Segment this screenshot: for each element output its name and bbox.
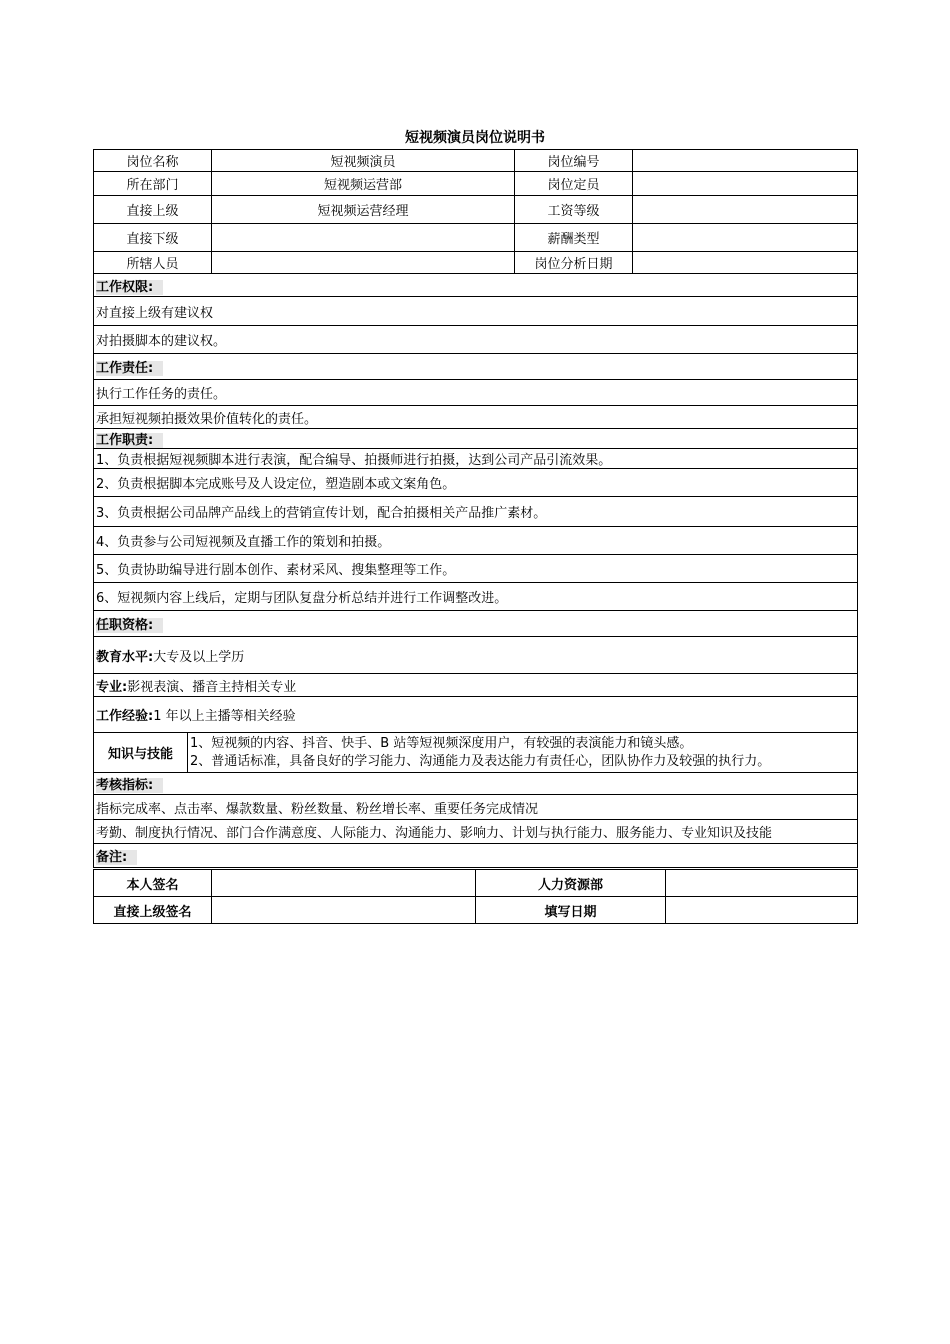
assessment-item: 指标完成率、点击率、爆款数量、粉丝数量、粉丝增长率、重要任务完成情况 xyxy=(94,795,858,820)
responsibility-item: 承担短视频拍摄效果价值转化的责任。 xyxy=(94,406,858,429)
self-sign-field[interactable] xyxy=(212,870,476,897)
fill-date-field[interactable] xyxy=(666,897,858,924)
value-position-code[interactable] xyxy=(633,150,858,172)
major-row xyxy=(94,674,858,697)
duty-item: 3、负责根据公司品牌产品线上的营销宣传计划，配合拍摄相关产品推广素材。 xyxy=(94,497,858,527)
value-salary-grade[interactable] xyxy=(633,196,858,224)
responsibility-item: 执行工作任务的责任。 xyxy=(94,380,858,406)
education-label: 教育水平: xyxy=(96,649,154,665)
basic-info-row xyxy=(94,224,858,252)
basic-info-row xyxy=(94,172,858,196)
authority-item: 对直接上级有建议权 xyxy=(94,297,858,326)
skills-content xyxy=(188,733,858,773)
self-sign-label: 本人签名 xyxy=(94,870,212,897)
value-pay-type[interactable] xyxy=(633,224,858,252)
value-subordinate[interactable] xyxy=(212,224,515,252)
major-label: 专业: xyxy=(96,679,128,695)
value-department[interactable]: 短视频运营部 xyxy=(212,172,515,196)
skills-row xyxy=(94,733,858,773)
assessment-item: 考勤、制度执行情况、部门合作满意度、人际能力、沟通能力、影响力、计划与执行能力、服务能力、专业知识及技能 xyxy=(94,820,858,844)
signature-row xyxy=(94,897,858,924)
value-staff[interactable] xyxy=(212,252,515,274)
skill-item: 2、普通话标准，具备良好的学习能力、沟通能力及表达能力有责任心，团队协作力及较强的执行力。 xyxy=(190,753,771,769)
label-headcount: 岗位定员 xyxy=(515,172,633,196)
section-header-remarks: 备注: xyxy=(94,844,858,868)
signature-table xyxy=(93,869,858,924)
hr-dept-label: 人力资源部 xyxy=(476,870,666,897)
label-position-name: 岗位名称 xyxy=(94,150,212,172)
basic-info-row xyxy=(94,150,858,172)
skill-item: 1、短视频的内容、抖音、快手、B 站等短视频深度用户，有较强的表演能力和镜头感。 xyxy=(190,735,693,751)
section-header-qualifications: 任职资格: xyxy=(94,611,858,637)
section-header-assessment: 考核指标: xyxy=(94,773,858,795)
job-description-table xyxy=(93,273,858,868)
signature-row xyxy=(94,870,858,897)
label-position-code: 岗位编号 xyxy=(515,150,633,172)
education-value: 大专及以上学历 xyxy=(153,649,245,665)
label-staff: 所辖人员 xyxy=(94,252,212,274)
basic-info-table xyxy=(93,149,858,274)
experience-value: 1 年以上主播等相关经验 xyxy=(153,709,296,724)
supervisor-sign-field[interactable] xyxy=(212,897,476,924)
label-analysis-date: 岗位分析日期 xyxy=(515,252,633,274)
value-position-name[interactable]: 短视频演员 xyxy=(212,150,515,172)
authority-item: 对拍摄脚本的建议权。 xyxy=(94,326,858,354)
label-department: 所在部门 xyxy=(94,172,212,196)
duty-item: 1、负责根据短视频脚本进行表演，配合编导、拍摄师进行拍摄，达到公司产品引流效果。 xyxy=(94,449,858,469)
section-header-duties: 工作职责: xyxy=(94,429,858,449)
experience-row xyxy=(94,697,858,733)
fill-date-label: 填写日期 xyxy=(476,897,666,924)
value-supervisor[interactable]: 短视频运营经理 xyxy=(212,196,515,224)
duty-item: 6、短视频内容上线后，定期与团队复盘分析总结并进行工作调整改进。 xyxy=(94,583,858,611)
duty-item: 5、负责协助编导进行剧本创作、素材采风、搜集整理等工作。 xyxy=(94,555,858,583)
label-salary-grade: 工资等级 xyxy=(515,196,633,224)
duty-item: 2、负责根据脚本完成账号及人设定位，塑造剧本或文案角色。 xyxy=(94,469,858,497)
experience-label: 工作经验: xyxy=(96,709,154,724)
basic-info-row xyxy=(94,196,858,224)
label-subordinate: 直接下级 xyxy=(94,224,212,252)
duty-item: 4、负责参与公司短视频及直播工作的策划和拍摄。 xyxy=(94,527,858,555)
section-header-responsibility: 工作责任: xyxy=(94,354,858,380)
document-title: 短视频演员岗位说明书 xyxy=(405,130,545,146)
major-value: 影视表演、播音主持相关专业 xyxy=(127,679,297,695)
section-header-authority: 工作权限: xyxy=(94,274,858,297)
label-supervisor: 直接上级 xyxy=(94,196,212,224)
label-pay-type: 薪酬类型 xyxy=(515,224,633,252)
supervisor-sign-label: 直接上级签名 xyxy=(94,897,212,924)
education-row xyxy=(94,637,858,674)
skills-label: 知识与技能 xyxy=(94,733,188,773)
value-analysis-date[interactable] xyxy=(633,252,858,274)
value-headcount[interactable] xyxy=(633,172,858,196)
hr-dept-field[interactable] xyxy=(666,870,858,897)
basic-info-row xyxy=(94,252,858,274)
